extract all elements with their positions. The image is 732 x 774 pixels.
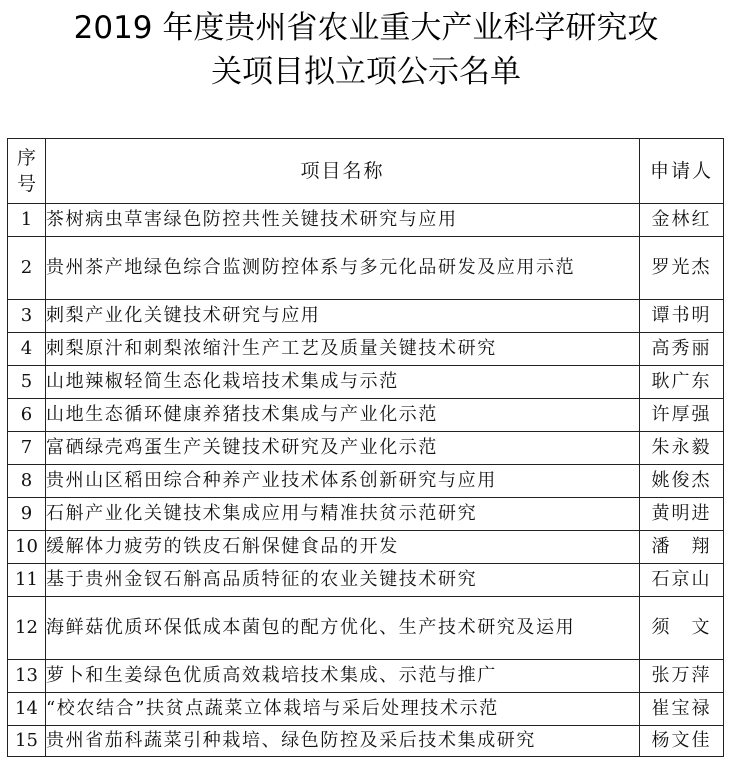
row-number: 14 bbox=[8, 693, 46, 726]
table-row bbox=[8, 333, 724, 366]
project-name: 基于贵州金钗石斛高品质特征的农业关键技术研究 bbox=[46, 564, 640, 597]
table-row bbox=[8, 660, 724, 693]
project-list-table bbox=[7, 138, 724, 757]
row-number: 13 bbox=[8, 660, 46, 693]
project-name: 石斛产业化关键技术集成应用与精准扶贫示范研究 bbox=[46, 498, 640, 531]
applicant-name: 姚俊杰 bbox=[640, 465, 724, 498]
row-number: 12 bbox=[8, 597, 46, 660]
applicant-name: 朱永毅 bbox=[640, 432, 724, 465]
project-name: 刺梨产业化关键技术研究与应用 bbox=[46, 300, 640, 333]
table-row bbox=[8, 465, 724, 498]
project-name: 刺梨原汁和刺梨浓缩汁生产工艺及质量关键技术研究 bbox=[46, 333, 640, 366]
project-name: 萝卜和生姜绿色优质高效栽培技术集成、示范与推广 bbox=[46, 660, 640, 693]
row-number: 4 bbox=[8, 333, 46, 366]
applicant-name: 谭书明 bbox=[640, 300, 724, 333]
table-row bbox=[8, 237, 724, 300]
page-title-line-2: 关项目拟立项公示名单 bbox=[211, 54, 521, 90]
applicant-name: 耿广东 bbox=[640, 366, 724, 399]
table-row bbox=[8, 300, 724, 333]
table-row bbox=[8, 366, 724, 399]
applicant-name: 张万萍 bbox=[640, 660, 724, 693]
project-name: 贵州山区稻田综合种养产业技术体系创新研究与应用 bbox=[46, 465, 640, 498]
column-header-number-line-1: 序 bbox=[16, 147, 36, 169]
table-row bbox=[8, 597, 724, 660]
table-row bbox=[8, 399, 724, 432]
project-name: “校农结合”扶贫点蔬菜立体栽培与采后处理技术示范 bbox=[46, 693, 640, 726]
row-number: 1 bbox=[8, 204, 46, 237]
column-header-applicant: 申请人 bbox=[640, 139, 724, 204]
applicant-name: 杨文佳 bbox=[640, 726, 724, 757]
applicant-name: 高秀丽 bbox=[640, 333, 724, 366]
row-number: 15 bbox=[8, 726, 46, 757]
row-number: 2 bbox=[8, 237, 46, 300]
column-header-project-name: 项目名称 bbox=[46, 139, 640, 204]
column-header-number-line-2: 号 bbox=[16, 173, 36, 195]
project-name: 茶树病虫草害绿色防控共性关键技术研究与应用 bbox=[46, 204, 640, 237]
row-number: 3 bbox=[8, 300, 46, 333]
applicant-name: 潘 翔 bbox=[640, 531, 724, 564]
table-header-row bbox=[8, 139, 724, 204]
row-number: 6 bbox=[8, 399, 46, 432]
table-row bbox=[8, 564, 724, 597]
row-number: 10 bbox=[8, 531, 46, 564]
applicant-name: 罗光杰 bbox=[640, 237, 724, 300]
table-row bbox=[8, 432, 724, 465]
applicant-name: 崔宝禄 bbox=[640, 693, 724, 726]
project-name: 贵州茶产地绿色综合监测防控体系与多元化品研发及应用示范 bbox=[46, 237, 640, 300]
applicant-name: 黄明进 bbox=[640, 498, 724, 531]
table-row bbox=[8, 531, 724, 564]
table-row bbox=[8, 693, 724, 726]
applicant-name: 金林红 bbox=[640, 204, 724, 237]
project-name: 贵州省茄科蔬菜引种栽培、绿色防控及采后技术集成研究 bbox=[46, 726, 640, 757]
project-name: 山地辣椒轻简生态化栽培技术集成与示范 bbox=[46, 366, 640, 399]
table-row bbox=[8, 498, 724, 531]
project-name: 山地生态循环健康养猪技术集成与产业化示范 bbox=[46, 399, 640, 432]
project-name: 海鲜菇优质环保低成本菌包的配方优化、生产技术研究及运用 bbox=[46, 597, 640, 660]
row-number: 11 bbox=[8, 564, 46, 597]
row-number: 8 bbox=[8, 465, 46, 498]
row-number: 5 bbox=[8, 366, 46, 399]
applicant-name: 石京山 bbox=[640, 564, 724, 597]
project-name: 缓解体力疲劳的铁皮石斛保健食品的开发 bbox=[46, 531, 640, 564]
table-row bbox=[8, 204, 724, 237]
row-number: 9 bbox=[8, 498, 46, 531]
applicant-name: 许厚强 bbox=[640, 399, 724, 432]
applicant-name: 须 文 bbox=[640, 597, 724, 660]
page-title-line-1: 2019 年度贵州省农业重大产业科学研究攻 bbox=[73, 10, 659, 46]
row-number: 7 bbox=[8, 432, 46, 465]
table-row bbox=[8, 726, 724, 757]
project-name: 富硒绿壳鸡蛋生产关键技术研究及产业化示范 bbox=[46, 432, 640, 465]
column-header-number bbox=[8, 139, 46, 204]
